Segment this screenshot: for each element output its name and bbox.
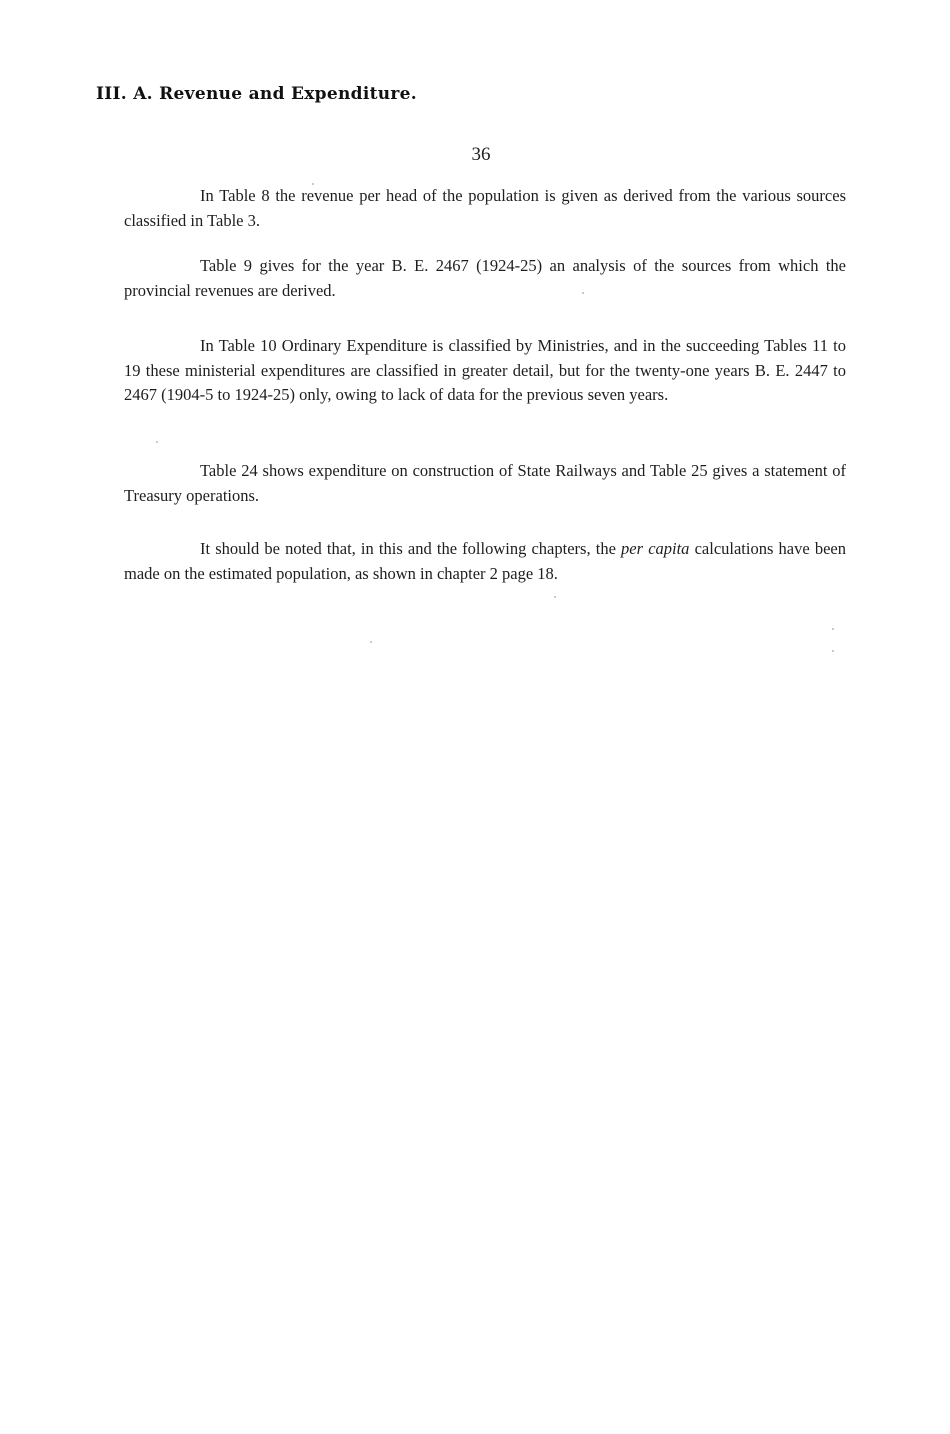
- scan-speck: [832, 628, 834, 630]
- scan-speck: [832, 650, 834, 652]
- paragraph-text: In Table 10 Ordinary Expenditure is classified by Ministries, and in the succeeding Tables 11 to 19 these ministerial expenditures are classified in greater detail, but for the twenty-one years B. E. 2447 to 2467 (1904-5 to 1924-25) only, owing to lack of data for the previous seven years.: [124, 336, 846, 404]
- scan-speck: [370, 641, 372, 643]
- paragraph-text: Table 24 shows expenditure on construction of State Railways and Table 25 gives a statement of Treasury operations.: [124, 461, 846, 505]
- paragraph-text: In Table 8 the revenue per head of the population is given as derived from the various sources classified in Table 3.: [124, 186, 846, 230]
- scan-speck: [582, 292, 584, 294]
- paragraph-revenue-per-head: [124, 184, 846, 233]
- paragraph-text: Table 9 gives for the year B. E. 2467 (1924-25) an analysis of the sources from which the provincial revenues are derived.: [124, 256, 846, 300]
- scan-speck: [312, 183, 314, 185]
- paragraph-provincial-revenues: [124, 254, 846, 303]
- paragraph-text: It should be noted that, in this and the following chapters, the: [200, 539, 622, 558]
- page-number: 36: [471, 144, 491, 165]
- paragraph-railways-treasury: [124, 459, 846, 508]
- scan-speck: [554, 596, 556, 598]
- per-capita-italic: per capita: [621, 539, 690, 558]
- paragraph-per-capita-note: [124, 537, 846, 586]
- paragraph-text: calculations have been made on the estimated population, as shown in chapter 2 page 18.: [124, 539, 846, 583]
- section-heading: III. A. Revenue and Expenditure.: [96, 84, 417, 104]
- paragraph-ordinary-expenditure: [124, 334, 846, 408]
- scan-speck: [156, 441, 158, 443]
